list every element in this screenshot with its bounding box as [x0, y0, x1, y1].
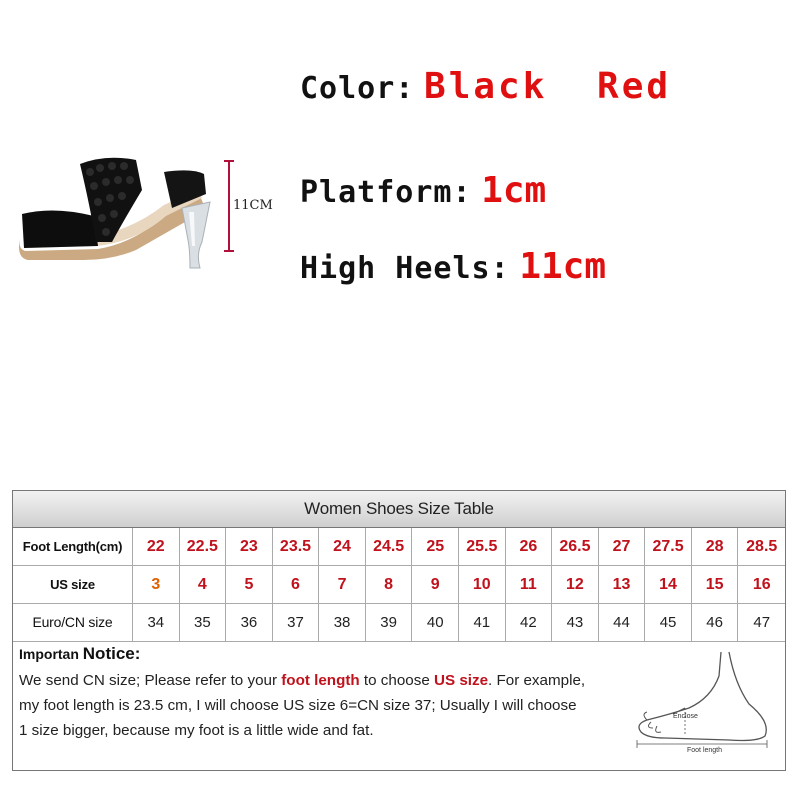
platform-value: 1cm — [481, 170, 547, 211]
foot-length-cell: 28.5 — [738, 528, 785, 566]
euro-cn-size-cell: 34 — [133, 604, 180, 642]
us-size-cell: 15 — [692, 566, 739, 604]
notice-foot-length-highlight: foot length — [281, 672, 360, 689]
notice-text — [19, 668, 629, 743]
euro-cn-size-cell: 44 — [599, 604, 646, 642]
size-grid — [13, 528, 785, 642]
euro-cn-size-cell: 37 — [273, 604, 320, 642]
foot-length-row-header: Foot Length(cm) — [13, 528, 133, 566]
foot-length-cell: 28 — [692, 528, 739, 566]
euro-cn-size-cell: 38 — [319, 604, 366, 642]
euro-cn-size-cell: 36 — [226, 604, 273, 642]
notice-heading-word: Notice: — [82, 644, 141, 663]
notice-line-1 — [19, 668, 629, 693]
foot-length-cell: 23 — [226, 528, 273, 566]
foot-length-cell: 26 — [506, 528, 553, 566]
color-key: Color: — [300, 71, 415, 106]
foot-length-cell: 26.5 — [552, 528, 599, 566]
us-size-cell: 11 — [506, 566, 553, 604]
color-option-black[interactable]: Black — [424, 66, 548, 107]
platform-key: Platform: — [300, 175, 472, 210]
heel-height-label: 11CM — [233, 198, 273, 213]
euro-cn-size-cell: 39 — [366, 604, 413, 642]
us-size-cell: 12 — [552, 566, 599, 604]
us-size-cell: 14 — [645, 566, 692, 604]
foot-length-cell: 24.5 — [366, 528, 413, 566]
foot-length-cell: 23.5 — [273, 528, 320, 566]
us-size-cell: 16 — [738, 566, 785, 604]
euro-cn-size-cell: 47 — [738, 604, 785, 642]
euro-cn-size-cell: 40 — [412, 604, 459, 642]
notice-heading — [19, 644, 140, 664]
us-size-cell: 7 — [319, 566, 366, 604]
us-size-cell: 13 — [599, 566, 646, 604]
platform-spec — [300, 170, 546, 211]
us-size-cell: 10 — [459, 566, 506, 604]
heels-value: 11cm — [519, 246, 607, 287]
us-size-cell: 6 — [273, 566, 320, 604]
foot-measurement-diagram — [625, 648, 781, 756]
heels-key: High Heels: — [300, 251, 510, 286]
euro-cn-size-cell: 46 — [692, 604, 739, 642]
foot-length-cell: 22 — [133, 528, 180, 566]
heel-height-spec — [300, 246, 606, 287]
foot-length-cell: 27.5 — [645, 528, 692, 566]
foot-length-cell: 22.5 — [180, 528, 227, 566]
euro-cn-size-cell: 41 — [459, 604, 506, 642]
size-table — [12, 490, 786, 771]
foot-length-cell: 27 — [599, 528, 646, 566]
notice-line-1-part-a: We send CN size; Please refer to your — [19, 672, 282, 689]
size-table-title — [13, 491, 785, 528]
notice-us-size-highlight: US size — [434, 672, 489, 689]
size-table-title-text: Women Shoes Size Table — [304, 499, 494, 518]
foot-length-cell: 25.5 — [459, 528, 506, 566]
diagram-enclose-label: Enclose — [673, 713, 698, 720]
euro-cn-size-cell: 35 — [180, 604, 227, 642]
notice-section — [13, 642, 785, 770]
us-size-row-header: US size — [13, 566, 133, 604]
us-size-cell: 3 — [133, 566, 180, 604]
euro-cn-size-cell: 45 — [645, 604, 692, 642]
euro-cn-size-cell: 43 — [552, 604, 599, 642]
euro-cn-size-row-header: Euro/CN size — [13, 604, 133, 642]
shoe-product-image — [14, 150, 214, 270]
foot-length-cell: 25 — [412, 528, 459, 566]
notice-line-1-part-b: to choose — [359, 672, 435, 689]
notice-line-3: 1 size bigger, because my foot is a little wide and fat. — [19, 722, 374, 739]
us-size-cell: 9 — [412, 566, 459, 604]
us-size-cell: 5 — [226, 566, 273, 604]
color-spec — [300, 66, 711, 107]
us-size-cell: 8 — [366, 566, 413, 604]
us-size-cell: 4 — [180, 566, 227, 604]
notice-heading-prefix: Importan — [19, 646, 79, 662]
notice-line-2: my foot length is 23.5 cm, I will choose US size 6=CN size 37; Usually I will choose — [19, 697, 577, 714]
euro-cn-size-cell: 42 — [506, 604, 553, 642]
color-option-red[interactable]: Red — [597, 66, 672, 107]
notice-line-1-part-c: . For example, — [488, 672, 586, 689]
foot-length-cell: 24 — [319, 528, 366, 566]
diagram-foot-length-label: Foot length — [687, 747, 723, 754]
